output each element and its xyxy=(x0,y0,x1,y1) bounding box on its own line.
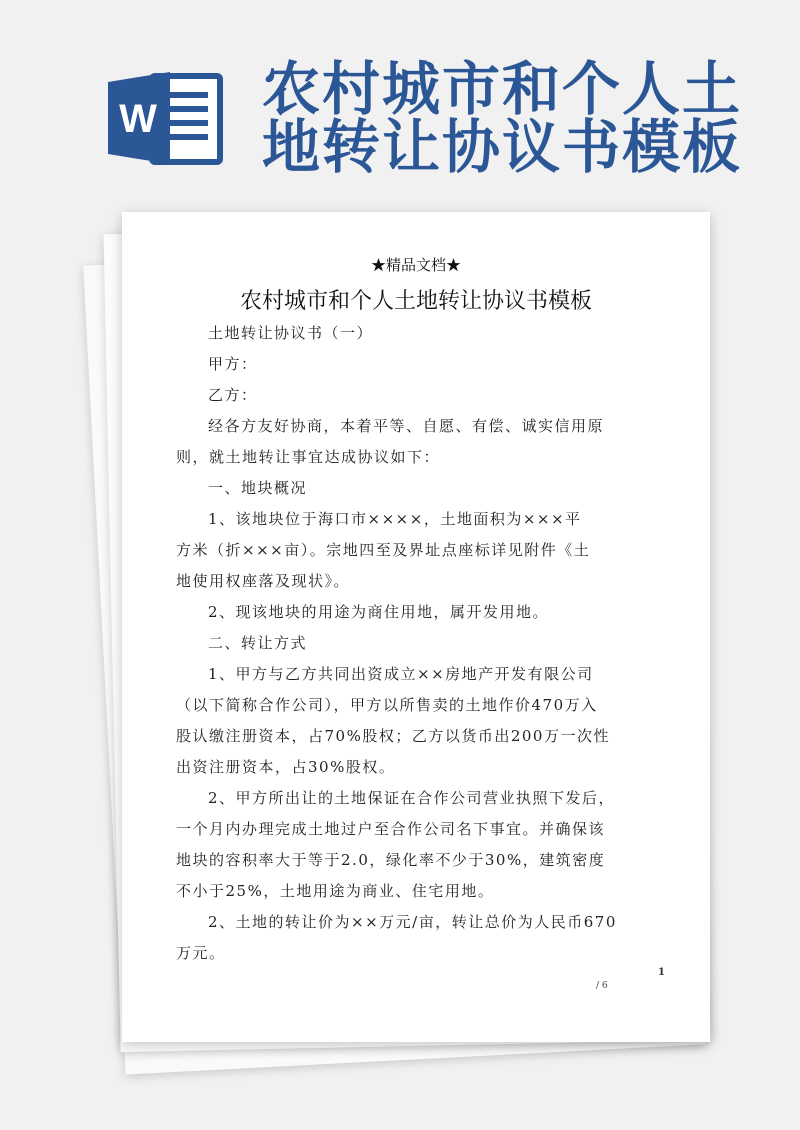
document-paragraph: 2、甲方所出让的土地保证在合作公司营业执照下发后， xyxy=(208,789,616,807)
document-paragraph: （以下简称合作公司），甲方以所售卖的土地作价470万入 xyxy=(176,696,598,714)
document-paragraph: 万元。 xyxy=(176,944,226,962)
banner-header xyxy=(0,0,800,190)
document-paragraph: 地块的容积率大于等于2.0，绿化率不少于30%，建筑密度 xyxy=(176,851,606,869)
document-paragraph: 地使用权座落及现状》。 xyxy=(176,572,351,590)
document-paragraph: 经各方友好协商，本着平等、自愿、有偿、诚实信用原 xyxy=(208,417,605,435)
document-paragraph: 1、甲方与乙方共同出资成立××房地产开发有限公司 xyxy=(208,665,594,683)
document-paragraph: 1、该地块位于海口市××××，土地面积为×××平 xyxy=(208,510,582,528)
document-paragraph: 土地转让协议书（一） xyxy=(208,324,374,342)
word-brand-letter: W xyxy=(119,97,157,141)
document-paragraph: 方米（折×××亩）。宗地四至及界址点座标详见附件《土 xyxy=(176,541,591,559)
document-paragraph: 一、地块概况 xyxy=(208,479,308,497)
document-page xyxy=(122,212,710,1042)
document-title: 农村城市和个人土地转让协议书模板 xyxy=(239,289,592,314)
page-title-line-1: 农村城市和个人土 xyxy=(262,55,743,123)
document-paragraph: 一个月内办理完成土地过户至合作公司名下事宜。并确保该 xyxy=(176,820,606,838)
page-index: 1 xyxy=(658,967,665,978)
page-title xyxy=(262,55,762,181)
document-paragraph: 则，就土地转让事宜达成协议如下： xyxy=(176,448,441,466)
document-paragraph: 股认缴注册资本，占70%股权；乙方以货币出200万一次性 xyxy=(176,727,610,745)
document-header-tag: ★精品文档★ xyxy=(370,256,461,274)
word-document-icon xyxy=(108,68,228,168)
document-paragraph: 不小于25%，土地用途为商业、住宅用地。 xyxy=(176,882,495,900)
document-paragraph: 2、土地的转让价为××万元/亩，转让总价为人民币670 xyxy=(208,913,617,931)
page-number: / 6 xyxy=(596,981,608,991)
document-body xyxy=(176,318,628,969)
document-paragraph: 出资注册资本，占30%股权。 xyxy=(176,758,396,776)
document-paragraph: 乙方： xyxy=(208,386,258,404)
page-title-line-2: 地转让协议书模板 xyxy=(262,113,743,181)
document-paragraph: 二、转让方式 xyxy=(208,634,308,652)
document-paragraph: 甲方： xyxy=(208,355,258,373)
document-paragraph: 2、现该地块的用途为商住用地，属开发用地。 xyxy=(208,603,550,621)
